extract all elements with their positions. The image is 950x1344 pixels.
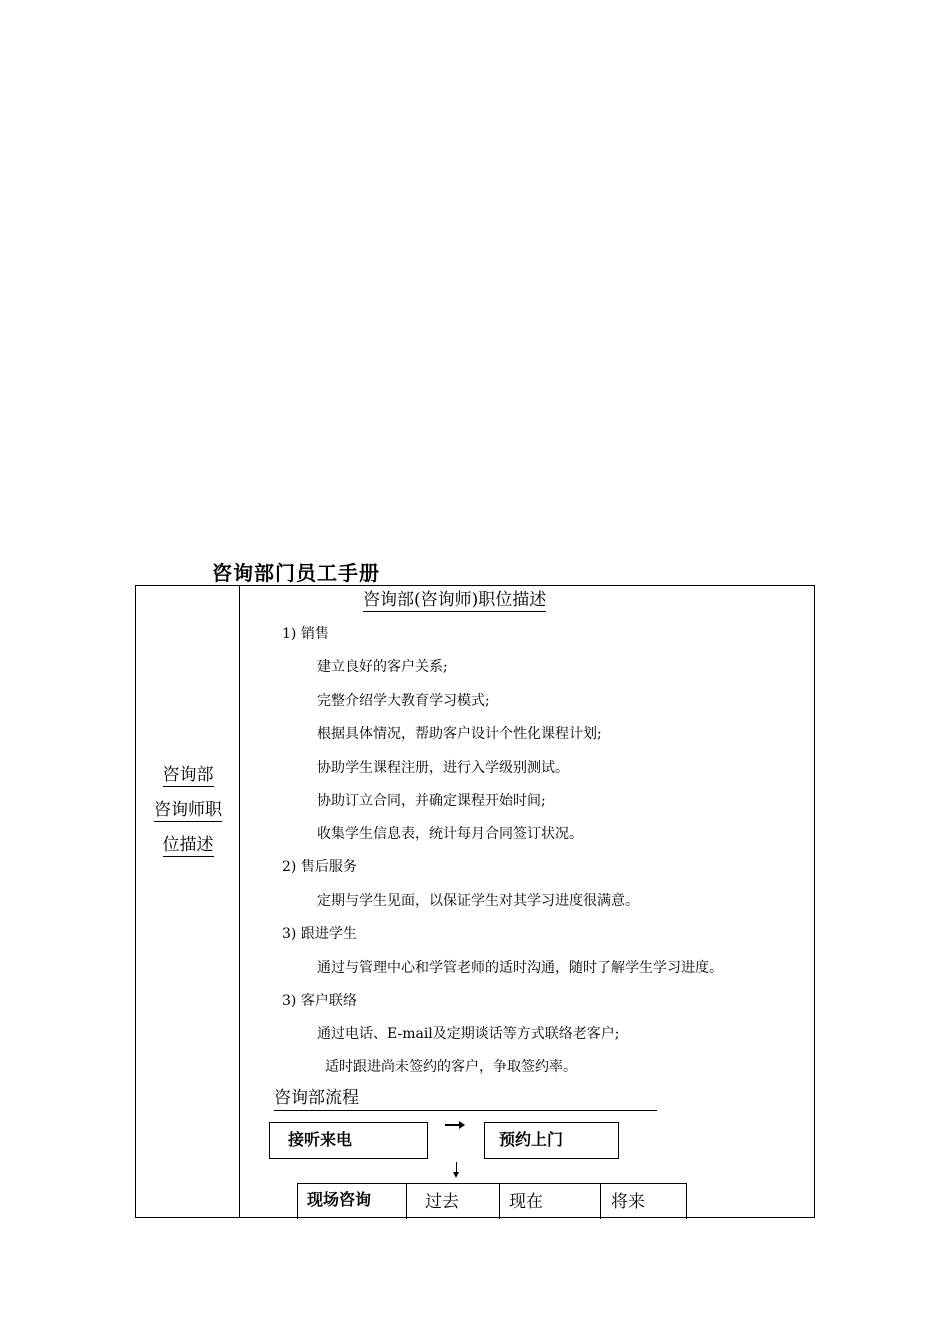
left-label-line-2: 咨询师职	[154, 800, 222, 820]
arrow-down-icon	[456, 1162, 457, 1174]
left-header-cell	[136, 586, 240, 1217]
future-label: 将来	[611, 1192, 645, 1212]
list-item: 收集学生信息表，统计每月合同签订状况。	[317, 826, 583, 842]
consult-label-cell	[298, 1184, 407, 1219]
job-description-table	[135, 585, 815, 1218]
list-heading-follow-up: 3) 跟进学生	[282, 926, 357, 942]
list-item: 协助学生课程注册，进行入学级别测试。	[317, 760, 569, 776]
list-item: 适时跟进尚未签约的客户，争取签约率。	[325, 1059, 577, 1075]
list-item: 完整介绍学大教育学习模式;	[317, 693, 490, 709]
flow-title: 咨询部流程	[274, 1086, 657, 1111]
flow-step-appointment	[484, 1122, 619, 1159]
consult-row	[297, 1183, 687, 1219]
list-heading-after-sales: 2) 售后服务	[282, 859, 357, 875]
future-cell	[601, 1184, 686, 1219]
past-label: 过去	[425, 1192, 459, 1212]
left-label-line-1: 咨询部	[162, 765, 214, 785]
list-item: 通过与管理中心和学管老师的适时沟通，随时了解学生学习进度。	[317, 960, 723, 976]
present-cell	[500, 1184, 601, 1219]
section-title: 咨询部(咨询师)职位描述	[363, 590, 547, 610]
document-title: 咨询部门员工手册	[212, 561, 380, 585]
present-label: 现在	[509, 1192, 543, 1212]
consult-label: 现场咨询	[307, 1190, 372, 1209]
flow-step-label: 预约上门	[499, 1130, 564, 1149]
list-item: 定期与学生见面，以保证学生对其学习进度很满意。	[317, 893, 639, 909]
list-item: 通过电话、E-mail及定期谈话等方式联络老客户;	[317, 1026, 620, 1042]
arrow-right-icon	[445, 1124, 461, 1126]
past-cell	[407, 1184, 500, 1219]
left-label-line-3: 位描述	[162, 835, 214, 855]
list-item: 根据具体情况，帮助客户设计个性化课程计划;	[317, 726, 602, 742]
left-header-label	[136, 758, 240, 863]
flow-step-label: 接听来电	[288, 1130, 353, 1149]
list-item: 协助订立合同，并确定课程开始时间;	[317, 793, 546, 809]
list-heading-contact: 3) 客户联络	[282, 993, 357, 1009]
list-item: 建立良好的客户关系;	[317, 659, 448, 675]
list-heading-sales: 1) 销售	[282, 626, 329, 642]
flow-step-answer-call	[269, 1122, 428, 1159]
